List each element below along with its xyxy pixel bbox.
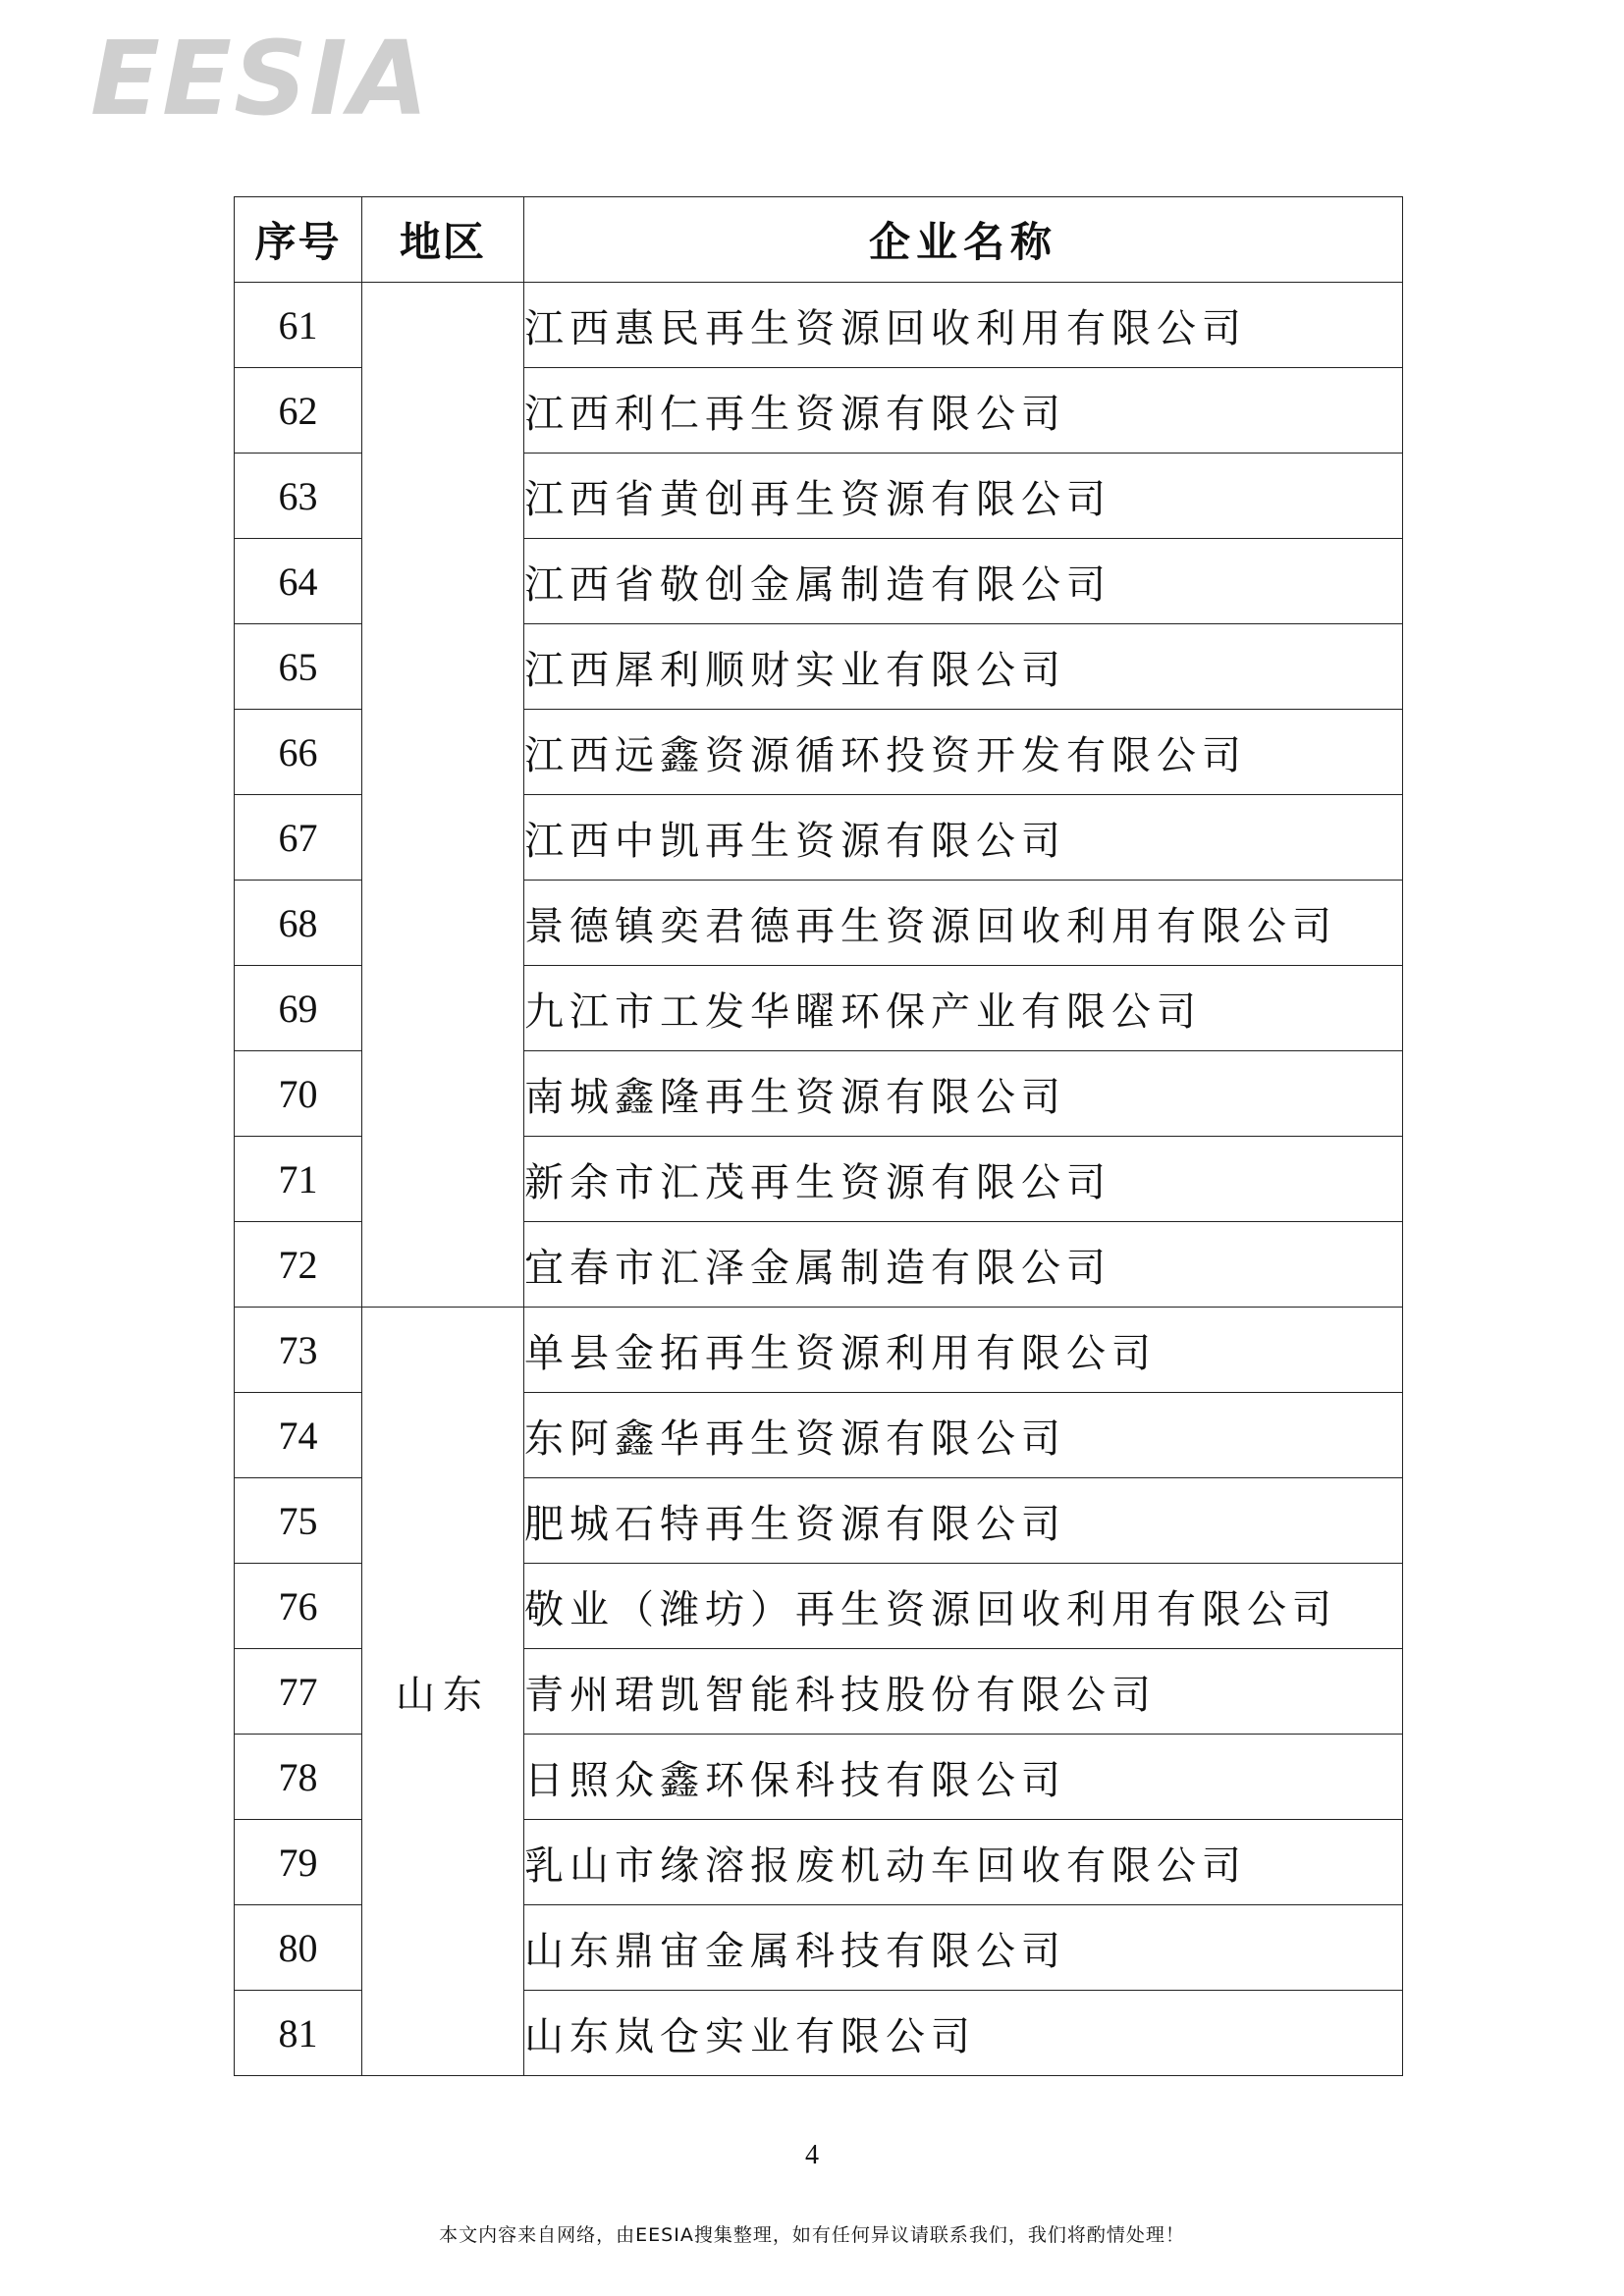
enterprise-name: 南城鑫隆再生资源有限公司 bbox=[524, 1051, 1403, 1137]
row-index: 74 bbox=[235, 1393, 362, 1478]
enterprise-name: 江西省敬创金属制造有限公司 bbox=[524, 539, 1403, 624]
header-enterprise-name: 企业名称 bbox=[524, 197, 1403, 283]
row-index: 71 bbox=[235, 1137, 362, 1222]
row-index: 78 bbox=[235, 1735, 362, 1820]
row-index: 70 bbox=[235, 1051, 362, 1137]
enterprise-name: 宜春市汇泽金属制造有限公司 bbox=[524, 1222, 1403, 1308]
enterprise-name: 景德镇奕君德再生资源回收利用有限公司 bbox=[524, 881, 1403, 966]
row-index: 76 bbox=[235, 1564, 362, 1649]
table-row bbox=[235, 1308, 1403, 1393]
enterprise-name: 乳山市缘溶报废机动车回收有限公司 bbox=[524, 1820, 1403, 1905]
row-index: 66 bbox=[235, 710, 362, 795]
row-index: 80 bbox=[235, 1905, 362, 1991]
table-row bbox=[235, 283, 1403, 368]
enterprise-name: 山东鼎宙金属科技有限公司 bbox=[524, 1905, 1403, 1991]
row-index: 68 bbox=[235, 881, 362, 966]
enterprise-name: 日照众鑫环保科技有限公司 bbox=[524, 1735, 1403, 1820]
row-index: 62 bbox=[235, 368, 362, 454]
row-index: 61 bbox=[235, 283, 362, 368]
row-index: 72 bbox=[235, 1222, 362, 1308]
enterprise-name: 山东岚仓实业有限公司 bbox=[524, 1991, 1403, 2076]
page-number: 4 bbox=[805, 2140, 819, 2170]
enterprise-name: 东阿鑫华再生资源有限公司 bbox=[524, 1393, 1403, 1478]
row-index: 79 bbox=[235, 1820, 362, 1905]
row-index: 81 bbox=[235, 1991, 362, 2076]
enterprise-name: 江西远鑫资源循环投资开发有限公司 bbox=[524, 710, 1403, 795]
table-header-row bbox=[235, 197, 1403, 283]
enterprise-name: 江西省黄创再生资源有限公司 bbox=[524, 454, 1403, 539]
row-index: 64 bbox=[235, 539, 362, 624]
row-index: 75 bbox=[235, 1478, 362, 1564]
enterprise-name: 江西利仁再生资源有限公司 bbox=[524, 368, 1403, 454]
row-index: 73 bbox=[235, 1308, 362, 1393]
row-index: 63 bbox=[235, 454, 362, 539]
enterprise-name: 敬业（潍坊）再生资源回收利用有限公司 bbox=[524, 1564, 1403, 1649]
enterprise-name: 肥城石特再生资源有限公司 bbox=[524, 1478, 1403, 1564]
table-body bbox=[235, 283, 1403, 2076]
region-cell bbox=[362, 283, 524, 1308]
enterprise-name: 江西中凯再生资源有限公司 bbox=[524, 795, 1403, 881]
row-index: 65 bbox=[235, 624, 362, 710]
row-index: 77 bbox=[235, 1649, 362, 1735]
footer-disclaimer: 本文内容来自网络，由EESIA搜集整理，如有任何异议请联系我们，我们将酌情处理！ bbox=[439, 2224, 1185, 2246]
enterprise-name: 九江市工发华曜环保产业有限公司 bbox=[524, 966, 1403, 1051]
header-region: 地区 bbox=[362, 197, 524, 283]
row-index: 67 bbox=[235, 795, 362, 881]
enterprise-name: 江西惠民再生资源回收利用有限公司 bbox=[524, 283, 1403, 368]
enterprise-name: 单县金拓再生资源利用有限公司 bbox=[524, 1308, 1403, 1393]
region-cell: 山东 bbox=[362, 1308, 524, 2076]
eesia-logo: EESIA bbox=[90, 19, 431, 138]
enterprise-name: 新余市汇茂再生资源有限公司 bbox=[524, 1137, 1403, 1222]
enterprise-table bbox=[234, 196, 1403, 2076]
header-index: 序号 bbox=[235, 197, 362, 283]
enterprise-name: 江西犀利顺财实业有限公司 bbox=[524, 624, 1403, 710]
enterprise-name: 青州珺凯智能科技股份有限公司 bbox=[524, 1649, 1403, 1735]
row-index: 69 bbox=[235, 966, 362, 1051]
